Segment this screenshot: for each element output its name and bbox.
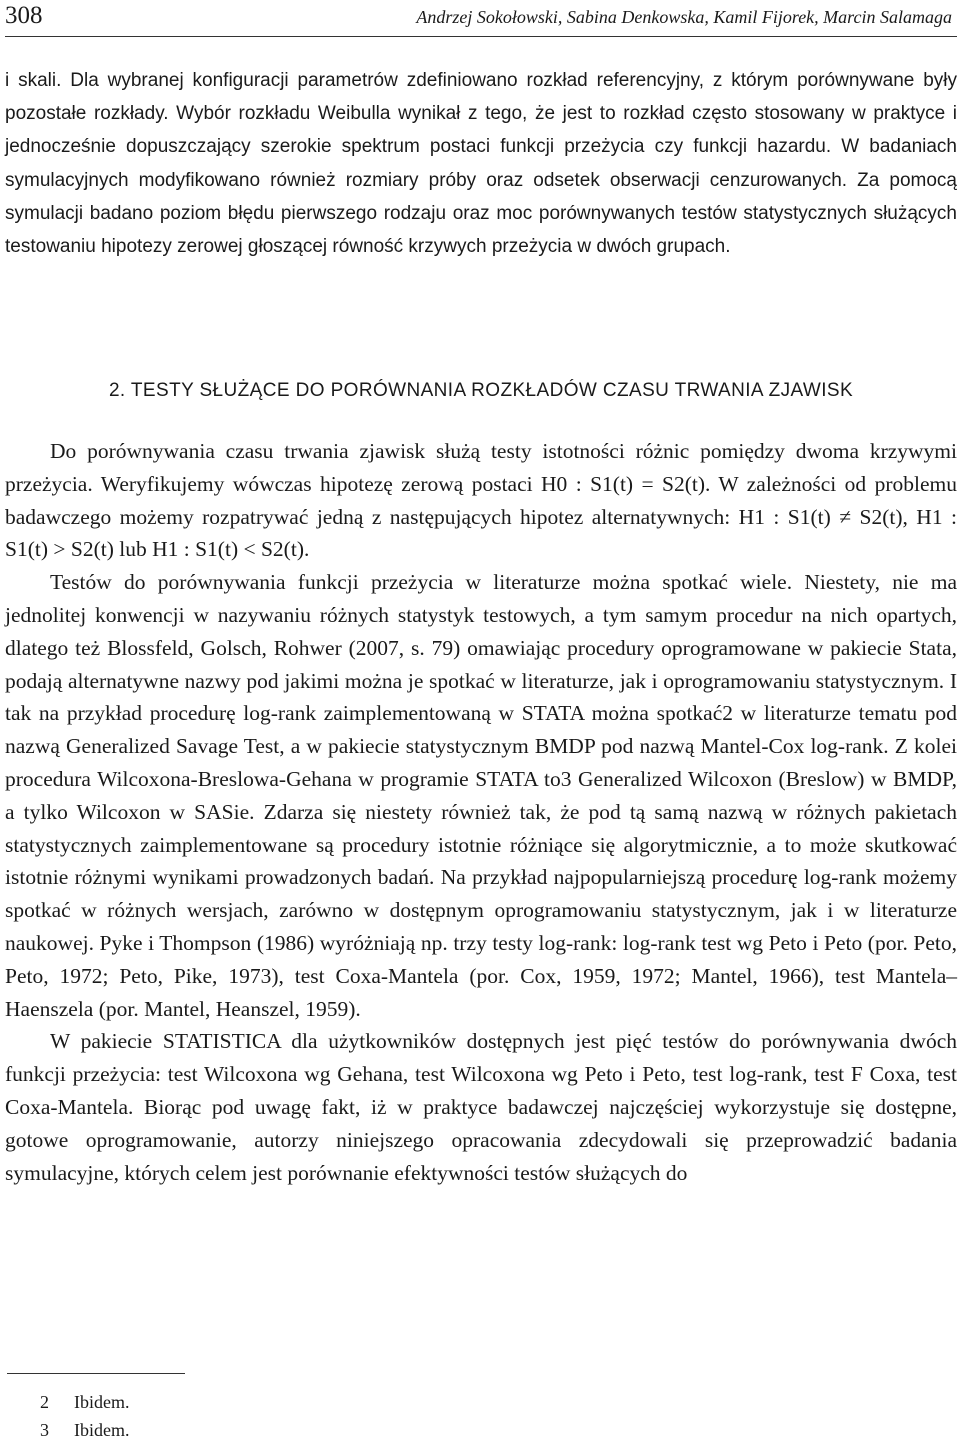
running-head bbox=[5, 2, 957, 34]
section2-text bbox=[5, 435, 957, 1189]
footnotes bbox=[40, 1388, 130, 1444]
footnote bbox=[40, 1388, 130, 1416]
section1-text bbox=[5, 64, 957, 263]
footnote-number: 3 bbox=[40, 1420, 49, 1440]
header-rule bbox=[5, 36, 957, 37]
page-number: 308 bbox=[5, 2, 43, 29]
section-heading: 2. TESTY SŁUŻĄCE DO PORÓWNANIA ROZKŁADÓW CZASU TRWANIA ZJAWISK bbox=[108, 380, 854, 401]
authors: Andrzej Sokołowski, Sabina Denkowska, Kamil Fijorek, Marcin Salamaga bbox=[416, 7, 952, 27]
footnote-text: Ibidem. bbox=[74, 1392, 130, 1412]
paragraph: Do porównywania czasu trwania zjawisk służą testy istotności różnic pomiędzy dwoma krzywymi przeżycia. Weryfikujemy wówczas hipotezę zerową postaci H0 : S1(t) = S2(t). W zależności od problemu badawczego możemy rozpatrywać jedną z następujących hipotez alternatywnych: H1 : S1(t) ≠ S2(t), H1 : S1(t) > S2(t) lub H1 : S1(t) < S2(t). bbox=[5, 439, 957, 562]
paragraph: Testów do porównywania funkcji przeżycia w literaturze można spotkać wiele. Niestety, nie ma jednolitej konwencji w nazywaniu różnych statystyk testowych, a tym samym procedur na nich opartych, dlatego też Blossfeld, Golsch, Rohwer (2007, s. 79) omawiając procedury oprogramowane w pakiecie Stata, podają alternatywne nazwy pod jakimi można je spotkać w literaturze, jak i oprogramowaniu statystycznym. I tak na przykład procedurę log-rank zaimplementowaną w STATA można spotkać2 w literaturze tematu pod nazwą Generalized Savage Test, a w pakiecie statystycznym BMDP pod nazwą Mantel-Cox log-rank. Z kolei procedura Wilcoxona-Breslowa-Gehana w programie STATA to3 Generalized Wilcoxon (Breslow) w BMDP, a tylko Wilcoxon w SASie. Zdarza się niestety również tak, że pod tą samą nazwą w różnych pakietach statystycznych zaimplementowane są procedury istotnie różniące się algorytmicznie, a to może skutkować istotnie różnymi wynikami prowadzonych badań. Na przykład najpopularniejszą procedurę log-rank możemy spotkać w różnych wersjach, zarówno w dostępnym oprogramowaniu statystycznym, jak i w literaturze naukowej. Pyke i Thompson (1986) wyróżniają np. trzy testy log-rank: log-rank test wg Peto i Peto (por. Peto, Peto, 1972; Peto, Pike, 1973), test Coxa-Mantela (por. Cox, 1959, 1972; Mantel, 1966), test Mantela–Haenszela (por. Mantel, Heanszel, 1959). bbox=[5, 570, 957, 1021]
footnote-number: 2 bbox=[40, 1392, 49, 1412]
paragraph: i skali. Dla wybranej konfiguracji parametrów zdefiniowano rozkład referencyjny, z którym porównywane były pozostałe rozkłady. Wybór rozkładu Weibulla wynikał z tego, że jest to rozkład często stosowany w praktyce i jednocześnie dopuszczający szerokie spektrum postaci funkcji przeżycia czy funkcji hazardu. W badaniach symulacyjnych modyfikowano również rozmiary próby oraz odsetek obserwacji cenzurowanych. Za pomocą symulacji badano poziom błędu pierwszego rodzaju oraz moc porównywanych testów statystycznych służących testowaniu hipotezy zerowej głoszącej równość krzywych przeżycia w dwóch grupach. bbox=[5, 70, 957, 258]
footnote bbox=[40, 1416, 130, 1444]
paragraph: W pakiecie STATISTICA dla użytkowników dostępnych jest pięć testów do porównywania dwóch funkcji przeżycia: test Wilcoxona wg Gehana, test Wilcoxona wg Peto i Peto, test log-rank, test F Coxa, test Coxa-Mantela. Biorąc pod uwagę fakt, iż w praktyce badawczej najczęściej wykorzystuje się dostępne, gotowe oprogramowanie, autorzy niniejszego opracowania zdecydowali się przeprowadzić badania symulacyjne, których celem jest porównanie efektywności testów służących do bbox=[5, 1029, 957, 1185]
footnote-text: Ibidem. bbox=[74, 1420, 130, 1440]
page bbox=[5, 0, 957, 1442]
footnote-rule bbox=[7, 1373, 185, 1374]
